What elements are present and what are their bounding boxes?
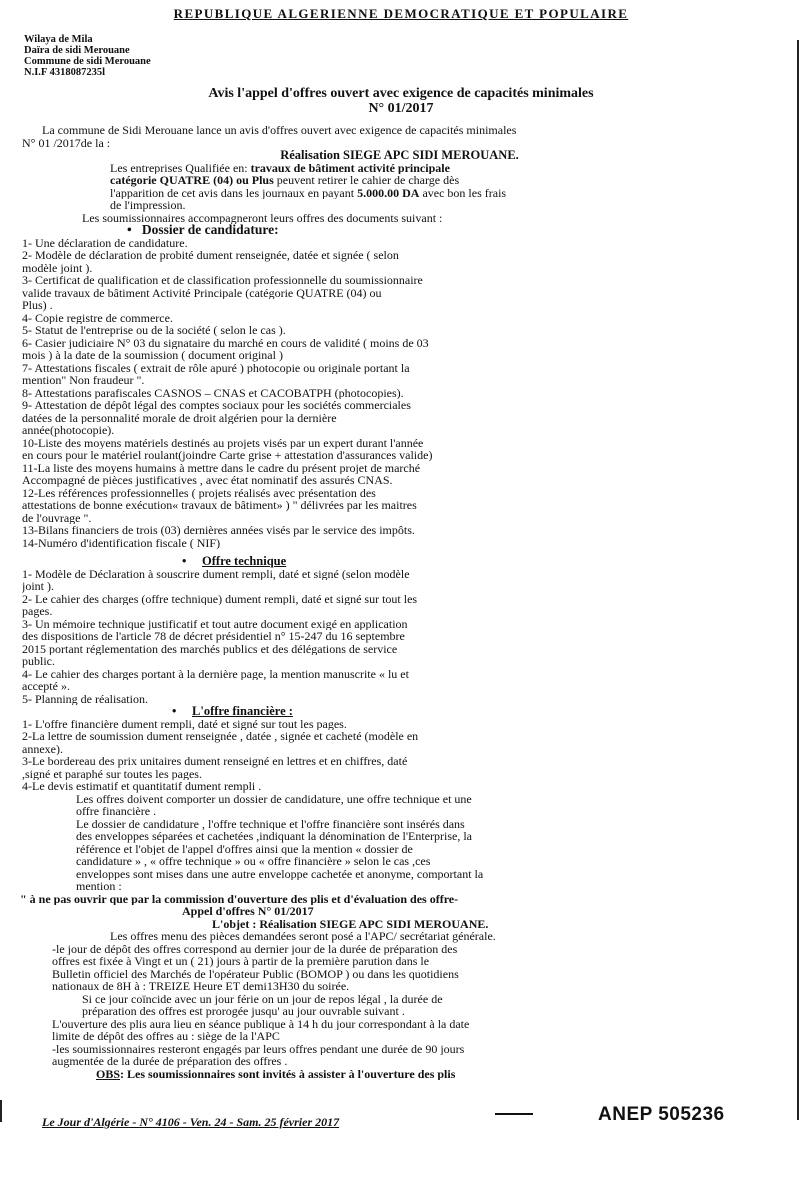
- notice-body: [22, 124, 777, 1080]
- anep-reference: ANEP 505236: [598, 1104, 725, 1125]
- text-bold: 5.000.00 DA: [357, 186, 420, 199]
- list-line: 8- Attestations parafiscales CASNOS – CNAS et CACOBATPH (photocopies).: [22, 386, 404, 399]
- list-line: offres est fixée à Vingt et un ( 21) jours à partir de la première parution dans le: [52, 955, 430, 968]
- list-line: 6- Casier judiciaire N° 03 du signataire du marché en cours de validité ( moins de 03: [22, 336, 429, 349]
- offre-financiere-list: [22, 718, 777, 793]
- list-line: en cours pour le matériel roulant(joindre Carte grise + attestation d'assurances valide): [22, 449, 433, 462]
- objet-line: [22, 918, 777, 931]
- text: peuvent retirer le cahier de charge dès: [273, 174, 460, 187]
- text-bold: catégorie QUATRE (04) ou Plus: [110, 174, 274, 187]
- obs-label: OBS: [96, 1067, 121, 1080]
- dossier-list: [22, 237, 777, 550]
- list-line: augmentée de la durée de préparation des offres .: [52, 1055, 288, 1068]
- list-line: Bulletin officiel des Marchés de l'opérateur Public (BOMOP ) ou dans les quotidiens: [52, 967, 459, 980]
- text-bold: L'objet :: [212, 917, 260, 930]
- list-line: Si ce jour coïncide avec un jour férie on un jour de repos légal , la durée de: [82, 992, 443, 1005]
- footer-dash: [495, 1113, 533, 1115]
- list-line: limite de dépôt des offres au : siège de la l'APC: [52, 1030, 280, 1043]
- list-line: 11-La liste des moyens humains à mettre dans le cadre du présent projet de marché: [22, 461, 421, 474]
- closing-line: Les offres menu des pièces demandées seront posé a l'APC/ secrétariat générale.: [110, 930, 496, 943]
- newspaper-footer: Le Jour d'Algérie - N° 4106 - Ven. 24 - Sam. 25 février 2017: [42, 1115, 340, 1129]
- list-line: 5- Statut de l'entreprise ou de la société ( selon le cas ).: [22, 324, 286, 337]
- list-line: Les offres doivent comporter un dossier de candidature, une offre technique et une: [76, 792, 472, 805]
- list-line: 2-La lettre de soumission dument renseignée , datée , signée et cacheté (modèle en: [22, 730, 419, 743]
- list-line: 10-Liste des moyens matériels destinés au projets visés par un expert durant l'année: [22, 436, 424, 449]
- issuer-wilaya: Wilaya de Mila: [24, 34, 93, 45]
- list-line: accepté ».: [22, 680, 70, 693]
- intro-line: La commune de Sidi Merouane lance un avis d'offres ouvert avec exigence de capacités minimales: [42, 124, 517, 137]
- list-line: public.: [22, 655, 55, 668]
- list-line: 3-Le bordereau des prix unitaires dument renseigné en lettres et en chiffres, daté: [22, 755, 408, 768]
- list-line: joint ).: [22, 580, 54, 593]
- list-line: 9- Attestation de dépôt légal des comptes sociaux pour les sociétés commerciales: [22, 399, 411, 412]
- republic-header: REPUBLIQUE ALGERIENNE DEMOCRATIQUE ET POPULAIRE: [173, 6, 629, 21]
- list-line: 7- Attestations fiscales ( extrait de rôle apuré ) photocopie ou originale portant la: [22, 361, 410, 374]
- intro-line: N° 01 /2017de la :: [22, 136, 111, 149]
- issuer-daira: Daïra de sidi Merouane: [24, 45, 130, 56]
- list-line: pages.: [22, 605, 53, 618]
- list-line: 4-Le devis estimatif et quantitatif dument rempli .: [22, 780, 262, 793]
- list-line: Le dossier de candidature , l'offre technique et l'offre financière sont insérés dans: [76, 817, 465, 830]
- list-line: mention" Non fraudeur ".: [22, 374, 145, 387]
- list-line: 1- Modèle de Déclaration à souscrire dument rempli, daté et signé (selon modèle: [22, 567, 410, 580]
- list-line: 14-Numéro d'identification fiscale ( NIF): [22, 536, 221, 549]
- eligibility-line: Les soumissionnaires accompagneront leurs offres des documents suivant :: [82, 211, 443, 224]
- section-title: L'offre financière :: [192, 705, 293, 718]
- list-line: nationaux de 8H à : TREIZE Heure ET demi13H30 du soirée.: [52, 980, 350, 993]
- obs-text: : Les soumissionnaires sont invités à assister à l'ouverture des plis: [120, 1067, 456, 1080]
- left-border-rule: [0, 1100, 2, 1122]
- section-title: Offre technique: [202, 555, 287, 568]
- eligibility-line: [22, 187, 777, 200]
- list-line: année(photocopie).: [22, 424, 115, 437]
- notice-number: N° 01/2017: [368, 101, 434, 116]
- list-line: enveloppes sont mises dans une autre enveloppe cachetée et anonyme, comportant la: [76, 867, 484, 880]
- list-line: 4- Copie registre de commerce.: [22, 311, 173, 324]
- text: Les entreprises Qualifiée en:: [110, 161, 251, 174]
- list-line: mois ) à la date de la soumission ( document original ): [22, 349, 283, 362]
- list-line: attestations de bonne exécution« travaux de bâtiment» ) " délivrées par les maitres: [22, 499, 417, 512]
- list-line: 1- Une déclaration de candidature.: [22, 236, 188, 249]
- issuer-block: [24, 34, 151, 78]
- list-line: des enveloppes séparées et cachetées ,indiquant la dénomination de l'Enterprise, la: [76, 830, 473, 843]
- project-title: Réalisation SIEGE APC SIDI MEROUANE.: [280, 149, 519, 162]
- eligibility-line: [22, 174, 777, 187]
- list-line: Plus) .: [22, 299, 53, 312]
- list-line: 2- Le cahier des charges (offre technique) dument rempli, daté et signé sur tout les: [22, 592, 418, 605]
- notice-title: [0, 86, 802, 116]
- eligibility-line: [22, 162, 777, 175]
- list-line: 2- Modèle de déclaration de probité dument renseignée, datée et signée ( selon: [22, 249, 399, 262]
- eligibility-line: de l'impression.: [110, 199, 186, 212]
- closing-paragraph: [22, 1018, 777, 1043]
- list-line: 12-Les références professionnelles ( projets réalisés avec présentation des: [22, 486, 376, 499]
- mention-line: " à ne pas ouvrir que par la commission d'ouverture des plis et d'évaluation des offre-: [20, 892, 459, 905]
- list-line: valide travaux de bâtiment Activité Principale (catégorie QUATRE (04) ou: [22, 286, 382, 299]
- text: avec bon les frais: [419, 186, 507, 199]
- list-line: 13-Bilans financiers de trois (03) dernières années visés par le service des impôts.: [22, 524, 415, 537]
- issuer-nif: N.I.F 4318087235l: [24, 67, 105, 78]
- list-line: Accompagné de pièces justificatives , avec état nominatif des assurés CNAS.: [22, 474, 393, 487]
- list-line: de l'ouvrage ".: [22, 511, 92, 524]
- closing-paragraph: [22, 943, 777, 993]
- list-line: 3- Certificat de qualification et de classification professionnelle du soumissionnaire: [22, 274, 423, 287]
- closing-paragraph: [22, 793, 777, 818]
- list-line: 5- Planning de réalisation.: [22, 692, 148, 705]
- list-line: modèle joint ).: [22, 261, 93, 274]
- section-title: Dossier de candidature: [141, 224, 275, 237]
- list-line: offre financière .: [76, 805, 157, 818]
- closing-paragraph: [22, 1043, 777, 1068]
- list-line: datées de la personnalité morale de droit algérien pour la dernière: [22, 411, 337, 424]
- closing-paragraph: [22, 993, 777, 1018]
- list-line: 3- Un mémoire technique justificatif et tout autre document exigé en application: [22, 617, 408, 630]
- list-line: 4- Le cahier des charges portant à la dernière page, la mention manuscrite « lu et: [22, 667, 409, 680]
- dossier-heading: • Dossier de candidature:: [127, 224, 279, 237]
- list-line: ,signé et paraphé sur toutes les pages.: [22, 767, 202, 780]
- list-line: référence et l'objet de l'appel d'offres ainsi que la mention « dossier de: [76, 842, 413, 855]
- list-line: -les soumissionnaires resteront engagés par leurs offres pendant une durée de 90 jours: [52, 1042, 465, 1055]
- issuer-commune: Commune de sidi Merouane: [24, 56, 151, 67]
- text-bold: travaux de bâtiment activité principale: [250, 161, 450, 174]
- offre-financiere-heading: • L'offre financière :: [172, 705, 293, 718]
- list-line: annexe).: [22, 742, 63, 755]
- list-line: -le jour de dépôt des offres correspond au dernier jour de la durée de préparation des: [52, 942, 458, 955]
- list-line: candidature » , « offre technique » ou « offre financière » selon le cas ,ces: [76, 855, 431, 868]
- list-line: mention :: [76, 880, 122, 893]
- list-line: des dispositions de l'article 78 de décret présidentiel n° 15-247 du 16 septembre: [22, 630, 405, 643]
- text-bold: Réalisation SIEGE APC SIDI MEROUANE.: [259, 917, 489, 930]
- closing-paragraph: [22, 818, 777, 893]
- right-border-rule: [797, 40, 799, 1120]
- text: l'apparition de cet avis dans les journaux en payant: [110, 186, 358, 199]
- notice-title-line: Avis l'appel d'offres ouvert avec exigence de capacités minimales: [208, 86, 594, 101]
- obs-line: [22, 1068, 777, 1081]
- list-line: 2015 portant réglementation des marchés publics et des délégations de service: [22, 642, 398, 655]
- offre-technique-heading: • Offre technique: [182, 555, 287, 568]
- appel-line: Appel d'offres N° 01/2017: [182, 905, 314, 918]
- list-line: L'ouverture des plis aura lieu en séance publique à 14 h du jour correspondant à la date: [52, 1017, 470, 1030]
- offre-technique-list: [22, 568, 777, 706]
- list-line: 1- L'offre financière dument rempli, daté et signé sur tout les pages.: [22, 717, 347, 730]
- list-line: préparation des offres est prorogée jusqu' au jour ouvrable suivant .: [82, 1005, 405, 1018]
